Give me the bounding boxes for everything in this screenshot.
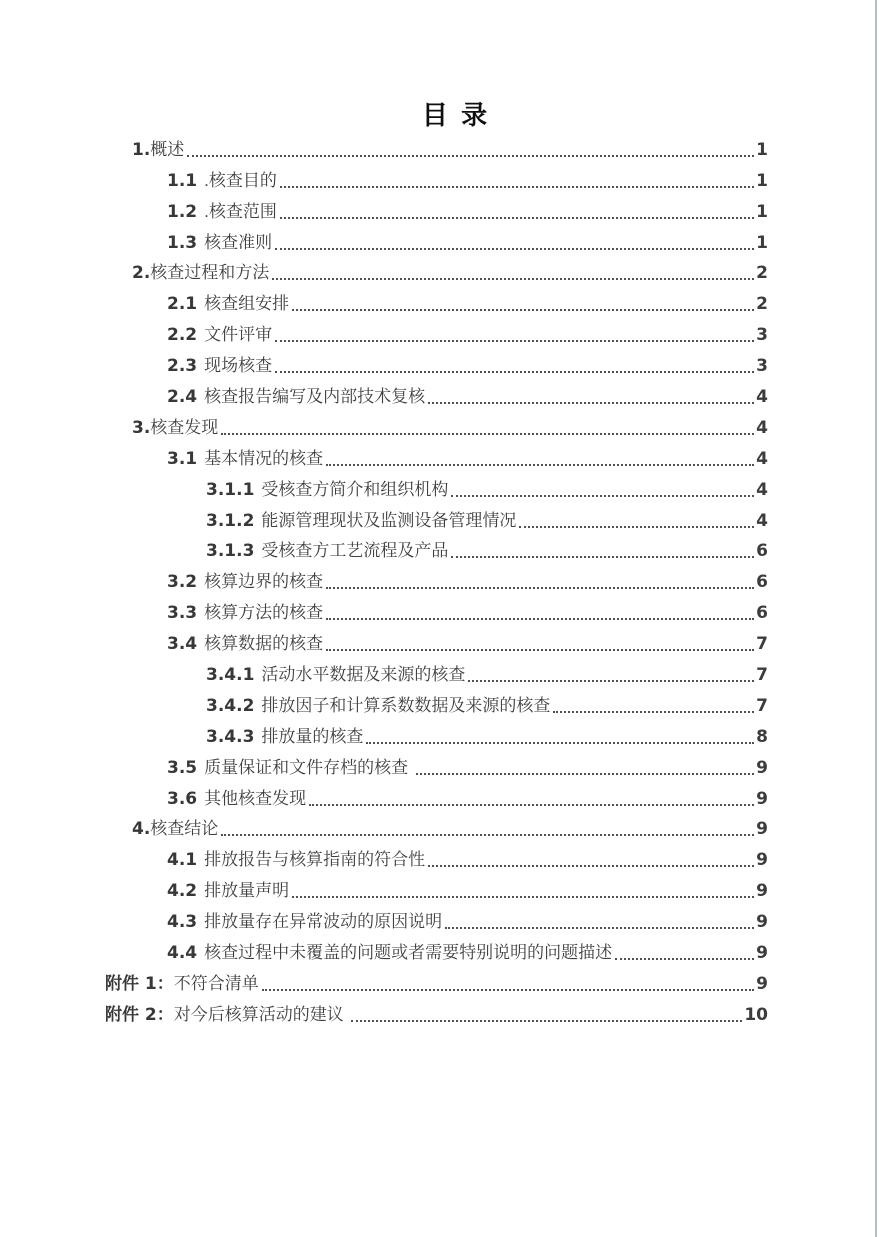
toc-page-number: 9 (756, 850, 768, 871)
toc-entry-text: 核算方法的核查 (204, 603, 324, 623)
dot-leader (553, 711, 754, 713)
toc-entry-number: 3.1.3 (206, 541, 255, 562)
toc-entry-number: 2.4 (167, 387, 198, 408)
toc-entry-number: 3.4.3 (206, 726, 255, 747)
dot-leader (280, 186, 754, 188)
dot-leader (275, 371, 754, 373)
dot-leader (326, 587, 754, 589)
toc-row (0, 442, 768, 473)
toc-page-number: 9 (756, 788, 768, 809)
toc-entry-number: 4.2 (167, 881, 198, 902)
dot-leader (416, 773, 754, 775)
table-of-contents (0, 133, 768, 1029)
toc-page-number: 4 (756, 479, 768, 500)
toc-entry-text: .核查目的 (204, 170, 277, 190)
toc-row (0, 967, 768, 998)
toc-page-number: 7 (756, 695, 768, 716)
toc-page-number: 2 (756, 294, 768, 315)
toc-entry-text: 其他核查发现 (204, 788, 307, 808)
toc-entry-number: 3. (132, 417, 151, 438)
toc-entry-text: 能源管理现状及监测设备管理情况 (261, 510, 517, 530)
toc-row (0, 627, 768, 658)
page-title: 目 录 (421, 100, 491, 130)
toc-entry-number: 3.4.2 (206, 695, 255, 716)
toc-row (0, 936, 768, 967)
toc-page-number: 6 (756, 603, 768, 624)
toc-page-number: 2 (756, 263, 768, 284)
toc-page-number: 9 (756, 973, 768, 994)
toc-entry-number: 3.1.2 (206, 510, 255, 531)
toc-row (0, 535, 768, 566)
toc-row (0, 565, 768, 596)
toc-entry-text: 核查过程中未覆盖的问题或者需要特别说明的问题描述 (204, 943, 613, 963)
toc-entry-number: 1.1 (167, 170, 198, 191)
toc-entry-text: 核算数据的核查 (204, 634, 324, 654)
toc-entry-text: 核查过程和方法 (150, 263, 270, 283)
toc-row (0, 689, 768, 720)
toc-entry-text: 核算边界的核查 (204, 572, 324, 592)
toc-entry-text: 核查结论 (150, 819, 219, 839)
toc-entry-number: 附件 1： (105, 973, 174, 994)
toc-page-number: 9 (756, 819, 768, 840)
toc-row (0, 751, 768, 782)
toc-row (0, 905, 768, 936)
toc-page-number: 6 (756, 541, 768, 562)
dot-leader (280, 217, 754, 219)
toc-entry-text: 基本情况的核查 (204, 448, 324, 468)
toc-row (0, 843, 768, 874)
dot-leader (326, 464, 754, 466)
toc-entry-number: 2.3 (167, 356, 198, 377)
dot-leader (451, 556, 754, 558)
toc-entry-number: 1. (132, 139, 151, 160)
toc-row (0, 164, 768, 195)
toc-row (0, 287, 768, 318)
toc-row (0, 133, 768, 164)
toc-row (0, 658, 768, 689)
toc-page-number: 8 (756, 726, 768, 747)
toc-entry-text: 文件评审 (204, 325, 273, 345)
toc-entry-text: 质量保证和文件存档的核查 (204, 757, 413, 777)
toc-entry-number: 4.4 (167, 943, 198, 964)
dot-leader (445, 927, 754, 929)
toc-entry-number: 2.2 (167, 325, 198, 346)
dot-leader (366, 742, 754, 744)
toc-page-number: 4 (756, 387, 768, 408)
toc-entry-number: 1.3 (167, 232, 198, 253)
dot-leader (275, 340, 754, 342)
toc-entry-text: 不符合清单 (173, 973, 259, 993)
toc-page-number: 3 (756, 325, 768, 346)
toc-row (0, 473, 768, 504)
page-edge-line (875, 0, 877, 1237)
toc-row (0, 874, 768, 905)
toc-entry-text: .核查范围 (204, 201, 277, 221)
toc-entry-number: 附件 2： (105, 1004, 174, 1025)
toc-entry-number: 4.1 (167, 850, 198, 871)
toc-entry-text: 核查发现 (150, 417, 219, 437)
toc-row (0, 813, 768, 844)
toc-entry-text: 受核查方简介和组织机构 (261, 479, 449, 499)
toc-page-number: 7 (756, 665, 768, 686)
dot-leader (221, 834, 754, 836)
toc-entry-text: 排放量存在异常波动的原因说明 (204, 912, 443, 932)
dot-leader (351, 1020, 742, 1022)
toc-page-number: 1 (756, 170, 768, 191)
toc-row (0, 596, 768, 627)
toc-page-number: 6 (756, 572, 768, 593)
toc-page-number: 9 (756, 757, 768, 778)
toc-entry-number: 4.3 (167, 912, 198, 933)
toc-entry-number: 2. (132, 263, 151, 284)
dot-leader (187, 155, 754, 157)
toc-page-number: 9 (756, 912, 768, 933)
toc-row (0, 318, 768, 349)
toc-row (0, 226, 768, 257)
toc-entry-number: 4. (132, 819, 151, 840)
toc-entry-number: 2.1 (167, 294, 198, 315)
toc-entry-number: 3.1.1 (206, 479, 255, 500)
toc-page-number: 7 (756, 634, 768, 655)
toc-entry-text: 排放量的核查 (261, 726, 364, 746)
toc-page-number: 4 (756, 510, 768, 531)
toc-page-number: 9 (756, 881, 768, 902)
toc-entry-text: 现场核查 (204, 356, 273, 376)
toc-entry-number: 3.6 (167, 788, 198, 809)
toc-page-number: 4 (756, 417, 768, 438)
toc-entry-number: 1.2 (167, 201, 198, 222)
toc-entry-text: 活动水平数据及来源的核查 (261, 665, 466, 685)
dot-leader (468, 680, 754, 682)
dot-leader (428, 402, 754, 404)
dot-leader (326, 649, 754, 651)
toc-row (0, 504, 768, 535)
toc-row (0, 349, 768, 380)
toc-entry-text: 概述 (150, 139, 185, 159)
toc-entry-text: 排放因子和计算系数数据及来源的核查 (261, 695, 551, 715)
toc-entry-text: 受核查方工艺流程及产品 (261, 541, 449, 561)
toc-page-number: 1 (756, 201, 768, 222)
toc-row (0, 411, 768, 442)
toc-page-number: 9 (756, 943, 768, 964)
toc-row (0, 998, 768, 1029)
toc-page-number: 1 (756, 139, 768, 160)
toc-row (0, 782, 768, 813)
dot-leader (292, 896, 754, 898)
toc-row (0, 380, 768, 411)
dot-leader (272, 278, 754, 280)
toc-page-number: 3 (756, 356, 768, 377)
toc-entry-number: 3.1 (167, 448, 198, 469)
toc-page-number: 4 (756, 448, 768, 469)
toc-entry-text: 核查准则 (204, 232, 273, 252)
dot-leader (326, 618, 754, 620)
dot-leader (428, 865, 754, 867)
toc-page-number: 1 (756, 232, 768, 253)
toc-entry-number: 3.4.1 (206, 665, 255, 686)
toc-entry-number: 3.5 (167, 757, 198, 778)
toc-entry-text: 排放量声明 (204, 881, 290, 901)
toc-entry-number: 3.2 (167, 572, 198, 593)
dot-leader (519, 526, 754, 528)
dot-leader (615, 958, 754, 960)
dot-leader (451, 495, 754, 497)
toc-entry-number: 3.3 (167, 603, 198, 624)
dot-leader (221, 433, 754, 435)
dot-leader (275, 248, 754, 250)
toc-entry-text: 核查报告编写及内部技术复核 (204, 387, 426, 407)
toc-row (0, 720, 768, 751)
toc-row (0, 257, 768, 288)
dot-leader (292, 309, 754, 311)
dot-leader (309, 804, 754, 806)
toc-entry-text: 核查组安排 (204, 294, 290, 314)
toc-page-number: 10 (744, 1004, 768, 1025)
toc-entry-text: 排放报告与核算指南的符合性 (204, 850, 426, 870)
toc-row (0, 195, 768, 226)
toc-entry-text: 对今后核算活动的建议 (173, 1004, 349, 1024)
toc-entry-number: 3.4 (167, 634, 198, 655)
dot-leader (262, 989, 754, 991)
